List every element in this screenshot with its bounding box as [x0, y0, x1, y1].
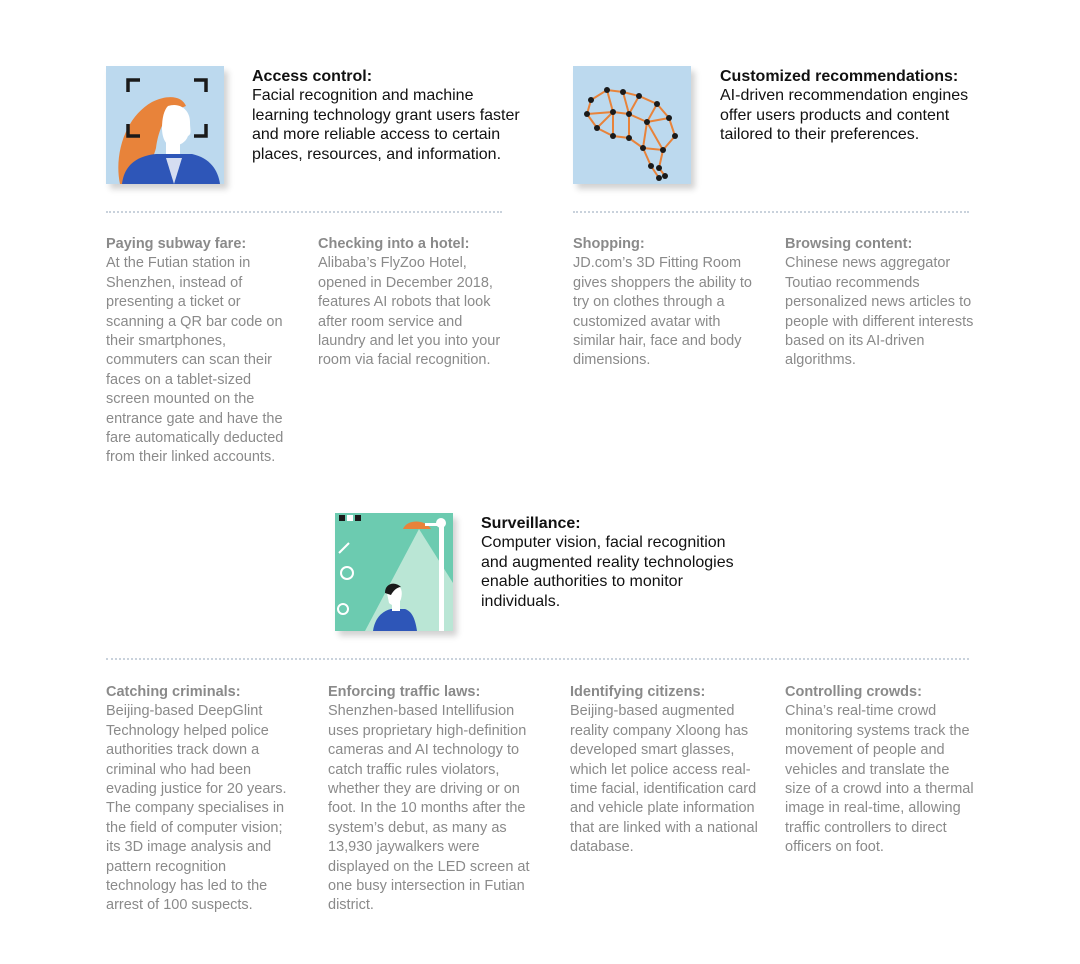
- recommendations-description: AI-driven recommendation engines offer users products and content tailored to their preferences.: [720, 87, 969, 143]
- example-traffic: [328, 683, 542, 916]
- example-criminals: [106, 683, 298, 916]
- shopping-title: Shopping:: [573, 236, 645, 252]
- example-citizens: [570, 683, 762, 858]
- surveillance-camera-icon: [335, 513, 453, 631]
- example-hotel: [318, 235, 504, 371]
- hotel-title: Checking into a hotel:: [318, 236, 470, 252]
- citizens-text: Beijing-based augmented reality company Xloong has developed smart glasses, which let police access real-time facial, identification card and vehicle plate information that are linked with a national database.: [570, 703, 758, 856]
- criminals-text: Beijing-based DeepGlint Technology helped police authorities track down a criminal who had been evading justice for 20 years. The company specialises in the field of computer vision; its 3D image analysis and pattern recognition technology has led to the arrest of 100 suspects.: [106, 703, 287, 914]
- access-control-title: Access control:: [252, 68, 373, 85]
- citizens-title: Identifying citizens:: [570, 684, 706, 700]
- divider-left: [106, 211, 502, 213]
- neural-network-brain-icon: [573, 66, 691, 184]
- divider-right: [573, 211, 969, 213]
- traffic-title: Enforcing traffic laws:: [328, 684, 481, 700]
- surveillance-illustration: [335, 513, 453, 631]
- example-crowds: [785, 683, 975, 858]
- surveillance-title: Surveillance:: [481, 515, 581, 532]
- face-scan-icon: [106, 66, 224, 184]
- divider-bottom: [106, 658, 969, 660]
- subway-text: At the Futian station in Shenzhen, instead of presenting a ticket or scanning a QR bar code on their smartphones, commuters can scan their faces on a tablet-sized screen mounted on the entrance gate and have the fare automatically deducted from their linked accounts.: [106, 255, 284, 466]
- shopping-text: JD.com’s 3D Fitting Room gives shoppers the ability to try on clothes through a customized avatar with similar hair, face and body dimensions.: [573, 255, 752, 369]
- recommendations-illustration: [573, 66, 691, 184]
- crowds-text: China’s real-time crowd monitoring systems track the movement of people and vehicles and translate the size of a crowd into a thermal image in real-time, allowing traffic controllers to direct officers on foot.: [785, 703, 974, 856]
- recommendations-title: Customized recommendations:: [720, 68, 959, 85]
- browsing-title: Browsing content:: [785, 236, 913, 252]
- traffic-text: Shenzhen-based Intellifusion uses proprietary high-definition cameras and AI technology to catch traffic rules violators, whether they are driving or on foot. In the 10 months after the system’s debut, as many as 13,930 jaywalkers were displayed on the LED screen at one busy intersection in Futian district.: [328, 703, 530, 914]
- criminals-title: Catching criminals:: [106, 684, 241, 700]
- access-control-illustration: [106, 66, 224, 184]
- example-shopping: [573, 235, 765, 371]
- browsing-text: Chinese news aggregator Toutiao recommends personalized news articles to people with different interests based on its AI-driven algorithms.: [785, 255, 974, 369]
- subway-title: Paying subway fare:: [106, 236, 247, 252]
- access-control-description: Facial recognition and machine learning technology grant users faster and more reliable access to certain places, resources, and information.: [252, 87, 520, 163]
- example-browsing: [785, 235, 977, 371]
- hotel-text: Alibaba’s FlyZoo Hotel, opened in December 2018, features AI robots that look after room service and laundry and let you into your room via facial recognition.: [318, 255, 501, 369]
- crowds-title: Controlling crowds:: [785, 684, 922, 700]
- example-subway: [106, 235, 292, 468]
- surveillance-description: Computer vision, facial recognition and augmented reality technologies enable authorities to monitor individuals.: [481, 534, 734, 610]
